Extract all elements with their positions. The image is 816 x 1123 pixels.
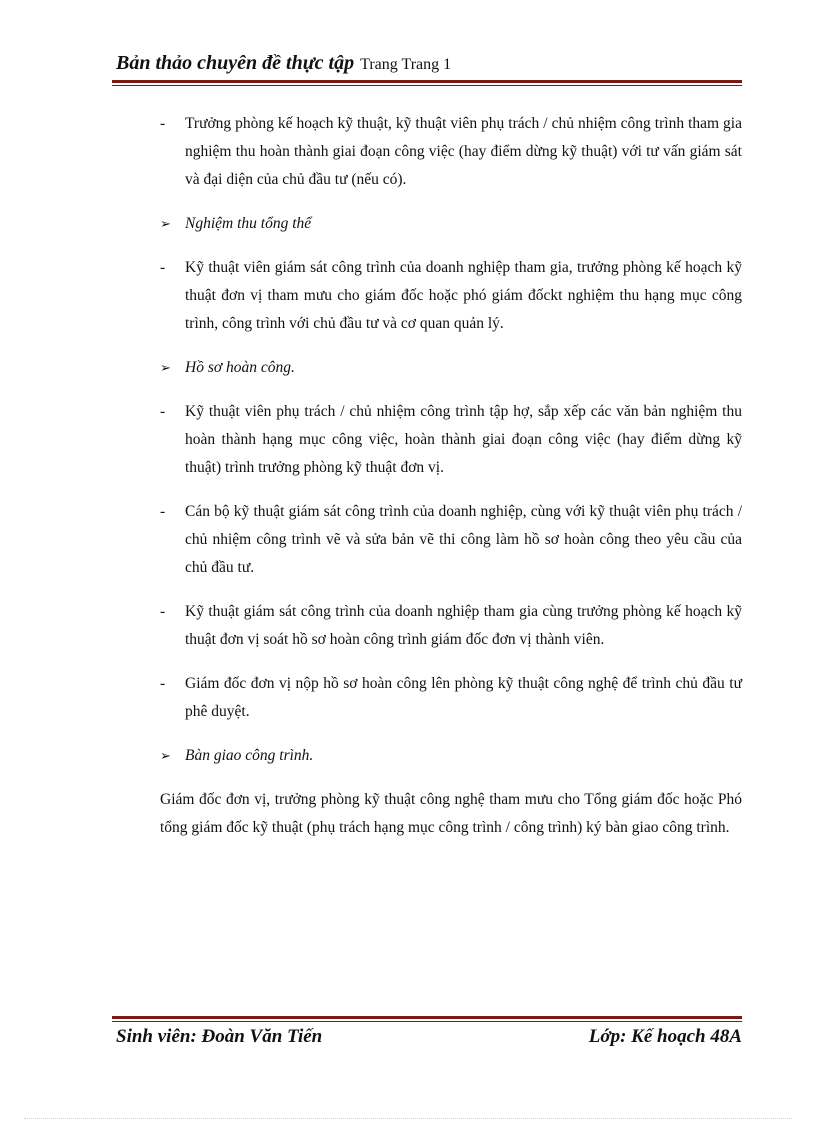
footer-class: Lớp: Kế hoạch 48A — [588, 1026, 742, 1047]
list-item — [160, 254, 742, 338]
dash-bullet: - — [160, 603, 166, 620]
footer-student: Sinh viên: Đoàn Văn Tiến — [116, 1026, 323, 1047]
item-text: Kỹ thuật viên giám sát công trình của doanh nghiệp tham gia, trưởng phòng kế hoạch kỹ thuật đơn vị tham mưu cho giám đốc hoặc phó giám đốckt nghiệm thu hạng mục công trình, công trình với chủ đầu tư và cơ quan quản lý. — [185, 259, 742, 332]
header-page-label: Trang Trang 1 — [360, 56, 452, 73]
page-footer — [116, 1026, 742, 1054]
heading-text: Bàn giao công trình. — [185, 747, 314, 764]
item-text: Trưởng phòng kế hoạch kỹ thuật, kỹ thuật viên phụ trách / chủ nhiệm công trình tham gia nghiệm thu hoàn thành giai đoạn công việc (hay điểm dừng kỹ thuật) với tư vấn giám sát và đại diện của chủ đầu tư (nếu có). — [185, 115, 742, 188]
item-text: Giám đốc đơn vị nộp hồ sơ hoàn công lên phòng kỹ thuật công nghệ để trình chủ đầu tư phê duyệt. — [185, 675, 742, 720]
list-item — [160, 598, 742, 654]
item-text: Kỹ thuật viên phụ trách / chủ nhiệm công trình tập hợ, sắp xếp các văn bản nghiệm thu hoàn thành hạng mục công việc, hoàn thành giai đoạn công việc (hay điểm dừng kỹ thuật) trình trưởng phòng kỹ thuật đơn vị. — [185, 403, 742, 476]
footer-rule-thick — [112, 1016, 742, 1019]
document-body — [160, 110, 742, 842]
page-edge-divider — [24, 1118, 792, 1119]
item-text: Kỹ thuật giám sát công trình của doanh nghiệp tham gia cùng trưởng phòng kế hoạch kỹ thuật đơn vị soát hồ sơ hoàn công trình giám đốc đơn vị thành viên. — [185, 603, 742, 648]
list-item — [160, 498, 742, 582]
header-rule-thick — [112, 80, 742, 83]
header-rule-thin — [112, 85, 742, 86]
dash-bullet: - — [160, 675, 166, 692]
dash-bullet: - — [160, 115, 166, 132]
arrow-bullet-icon: ➢ — [160, 216, 171, 231]
list-item — [160, 398, 742, 482]
heading-text: Hồ sơ hoàn công. — [185, 359, 295, 376]
arrow-bullet-icon: ➢ — [160, 360, 171, 375]
list-item — [160, 670, 742, 726]
arrow-bullet-icon: ➢ — [160, 748, 171, 763]
item-text: Cán bộ kỹ thuật giám sát công trình của doanh nghiệp, cùng với kỹ thuật viên phụ trách / chủ nhiệm công trình vẽ và sửa bản vẽ thi công làm hồ sơ hoàn công theo yêu cầu của chủ đầu tư. — [185, 503, 742, 576]
heading-text: Nghiệm thu tổng thể — [185, 215, 312, 232]
list-item — [160, 110, 742, 194]
closing-paragraph: Giám đốc đơn vị, trưởng phòng kỹ thuật công nghệ tham mưu cho Tổng giám đốc hoặc Phó tổng giám đốc kỹ thuật (phụ trách hạng mục công trình / công trình) ký bàn giao công trình. — [160, 791, 742, 836]
dash-bullet: - — [160, 503, 166, 520]
dash-bullet: - — [160, 259, 166, 276]
section-heading — [160, 354, 742, 382]
footer-rule-thin — [112, 1021, 742, 1022]
section-heading — [160, 742, 742, 770]
dash-bullet: - — [160, 403, 166, 420]
header-title: Bản thảo chuyên đề thực tập — [116, 52, 355, 74]
section-heading — [160, 210, 742, 238]
page-header — [116, 52, 742, 80]
